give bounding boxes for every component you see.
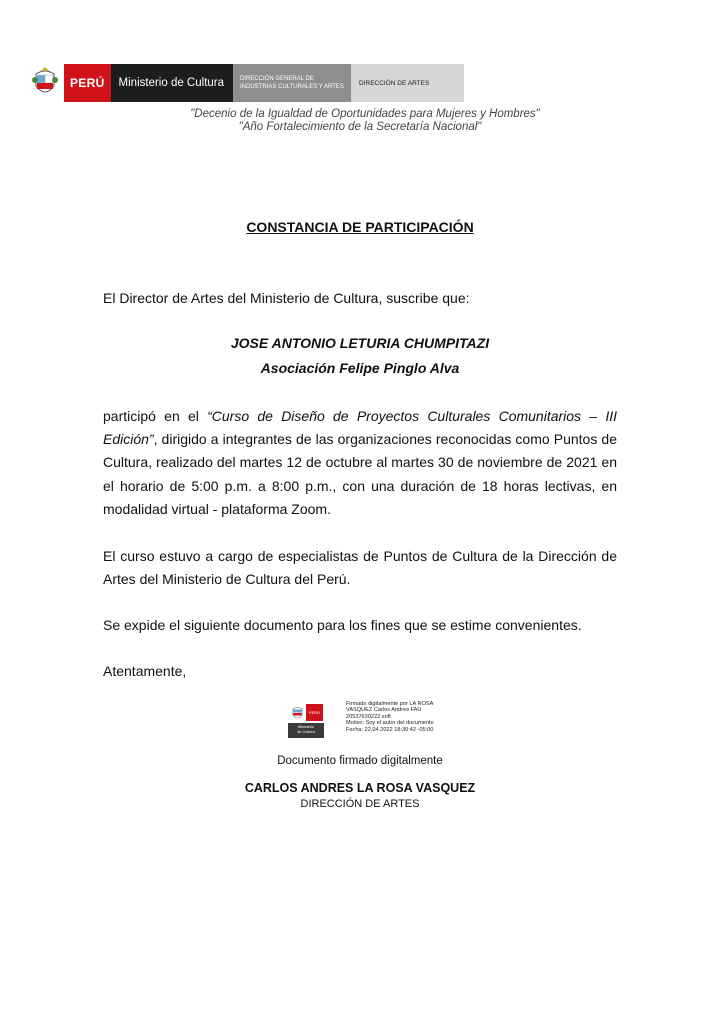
signature-logo — [288, 702, 324, 738]
purpose-paragraph: Se expide el siguiente documento para los fines que se estime convenientes. — [103, 617, 582, 633]
closing-text: Atentamente, — [103, 663, 187, 679]
participant-name: JOSE ANTONIO LETURIA CHUMPITAZI — [230, 335, 490, 351]
general-direction-label — [233, 64, 351, 102]
stamp-line-1: Firmado digitalmente por LA ROSA — [346, 701, 434, 707]
peru-label: PERÚ — [64, 64, 111, 102]
stamp-line-4: Motivo: Soy el autor del documento — [346, 720, 434, 727]
signature-logo-ministry — [288, 723, 324, 738]
signature-logo-ministry-2: de Cultura — [297, 729, 315, 734]
motto-line-1: "Decenio de la Igualdad de Oportunidades para Mujeres y Hombres" — [190, 108, 540, 120]
specialists-paragraph: El curso estuvo a cargo de especialistas de Puntos de Cultura de la Dirección de Artes del Ministerio de Cultura del Perú. — [103, 548, 617, 588]
course-name: “Curso de Diseño de Proyectos Culturales Comunitarios – III Edición” — [103, 408, 617, 448]
small-coat-of-arms-icon — [291, 706, 304, 721]
ministry-header — [30, 64, 464, 102]
stamp-line-5: Fecha: 22.04.2022 18:30:42 -05:00 — [346, 726, 434, 733]
participant-association: Asociación Felipe Pinglo Alva — [260, 360, 460, 376]
document-title: CONSTANCIA DE PARTICIPACIÓN — [246, 219, 474, 235]
digitally-signed-note: Documento firmado digitalmente — [277, 755, 443, 767]
coat-of-arms-icon — [30, 64, 60, 102]
digital-signature-stamp — [346, 701, 456, 733]
stamp-line-3: 20537630222 soft — [346, 713, 391, 720]
intro-paragraph: El Director de Artes del Ministerio de Cultura, suscribe que: — [103, 290, 470, 306]
motto-line-2: "Año Fortalecimiento de la Secretaría Nacional" — [238, 121, 482, 133]
arts-direction-label: DIRECCIÓN DE ARTES — [351, 64, 464, 102]
general-direction-line1: DIRECCIÓN GENERAL DE — [240, 76, 314, 82]
signature-logo-ministry-1: Ministerio — [297, 725, 315, 729]
signature-logo-peru: PERÚ — [306, 704, 323, 721]
paragraph-rest: , dirigido a integrantes de las organizaciones reconocidas como Puntos de Cultura, realizado del martes 12 de octubre al martes 30 de noviembre de 2021 en el horario de 5:00 p.m. a 8:00 p.m., con una duración de 18 horas lectivas, en modalidad virtual - plataforma Zoom. — [103, 431, 617, 517]
signer-name: CARLOS ANDRES LA ROSA VASQUEZ — [244, 781, 476, 795]
participation-paragraph — [103, 405, 617, 521]
stamp-line-2: VASQUEZ Carlos Andres FAU — [346, 707, 422, 714]
paragraph-start: participó en el — [103, 408, 208, 424]
general-direction-line2: INDUSTRIAS CULTURALES Y ARTES — [240, 84, 344, 90]
ministry-label: Ministerio de Cultura — [111, 64, 233, 102]
signer-department: DIRECCIÓN DE ARTES — [300, 798, 420, 810]
